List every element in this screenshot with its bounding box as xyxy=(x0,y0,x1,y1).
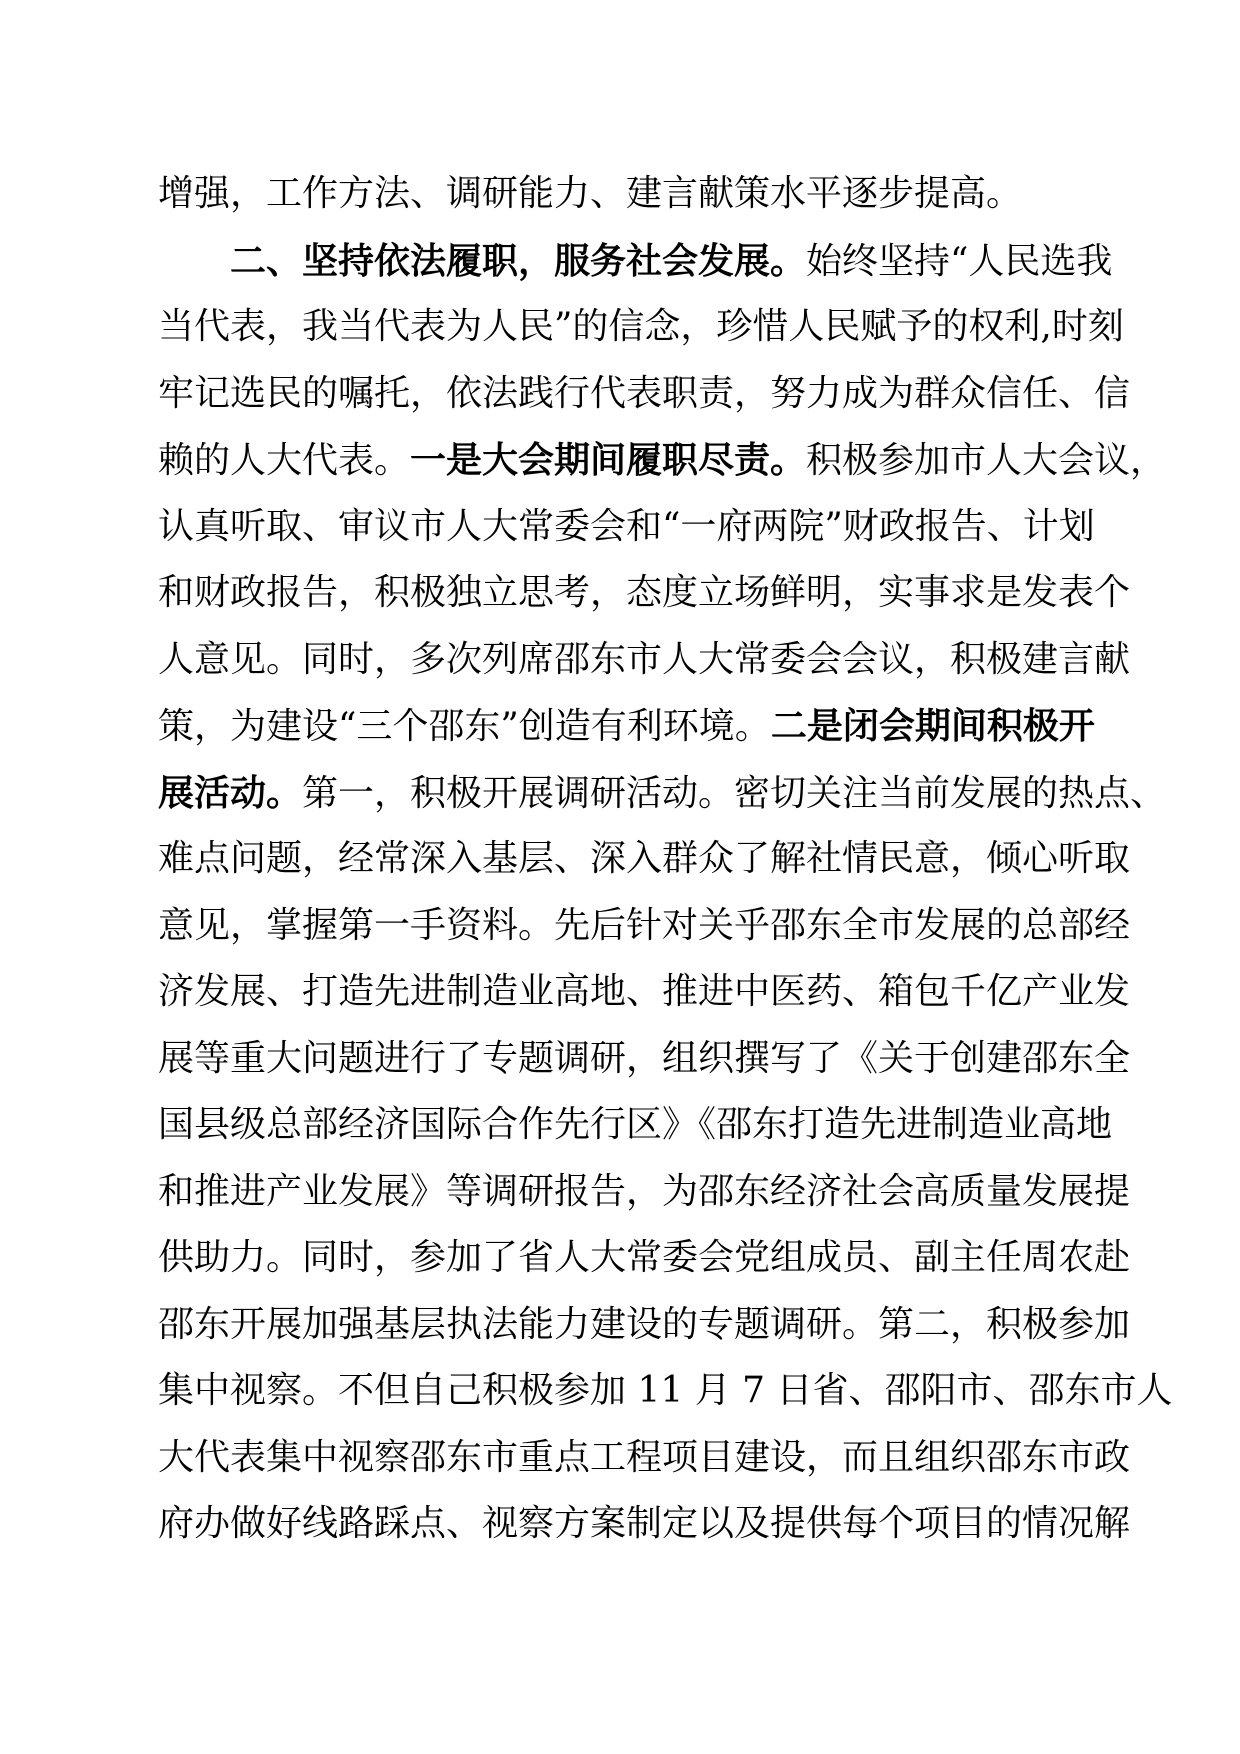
text-line xyxy=(158,560,1131,626)
text-line xyxy=(158,826,1131,892)
text-line xyxy=(158,1292,1131,1358)
bold-heading-text: 二是闭会期间积极开 xyxy=(770,705,1095,747)
body-text: 当代表，我当代表为人民”的信念，珍惜人民赋予的权利,时刻 xyxy=(158,306,1124,347)
body-text: 牢记选民的嘱托，依法践行代表职责，努力成为群众信任、信 xyxy=(158,372,1131,414)
text-line xyxy=(158,1425,1131,1491)
body-text: 策，为建设“三个邵东”创造有利环境。 xyxy=(158,706,771,747)
body-text: 人意见。同时，多次列席邵东市人大常委会会议，积极建言献 xyxy=(158,638,1131,680)
text-line xyxy=(158,760,1167,826)
text-line xyxy=(158,494,1095,560)
text-line xyxy=(158,959,1131,1025)
body-text: 展等重大问题进行了专题调研，组织撰写了《关于创建邵东全 xyxy=(158,1037,1131,1079)
text-line xyxy=(158,893,1131,959)
text-line xyxy=(158,693,1095,759)
body-text: 认真听取、审议市人大常委会和“一府两院”财政报告、计划 xyxy=(158,505,1095,547)
bold-heading-text: 二、坚持依法履职，服务社会发展。 xyxy=(230,239,807,282)
body-text: 大代表集中视察邵东市重点工程项目建设，而且组织邵东市政 xyxy=(158,1436,1131,1478)
body-text: 第一，积极开展调研活动。密切关注当前发展的热点、 xyxy=(302,772,1167,814)
body-text: 赖的人大代表。 xyxy=(158,440,411,481)
text-line xyxy=(158,294,1124,360)
body-text: 始终坚持“人民选我 xyxy=(806,240,1113,282)
text-line xyxy=(158,1026,1131,1092)
text-line xyxy=(158,1491,1131,1557)
text-line xyxy=(158,361,1131,427)
body-text: 邵东开展加强基层执法能力建设的专题调研。第二，积极参加 xyxy=(158,1303,1131,1345)
text-line xyxy=(158,1159,1131,1225)
text-line xyxy=(158,627,1131,693)
text-line xyxy=(158,1092,1113,1158)
bold-heading-text: 展活动。 xyxy=(158,771,303,814)
text-line xyxy=(158,427,1167,493)
body-text: 积极参加市人大会议， xyxy=(806,440,1167,481)
body-text: 供助力。同时，参加了省人大常委会党组成员、副主任周农赴 xyxy=(158,1237,1131,1278)
body-text: 济发展、打造先进制造业高地、推进中医药、箱包千亿产业发 xyxy=(158,971,1131,1012)
bold-heading-text: 一是大会期间履职尽责。 xyxy=(410,439,807,481)
body-text: 增强，工作方法、调研能力、建言献策水平逐步提高。 xyxy=(158,173,1023,214)
text-line xyxy=(230,228,1113,294)
text-line xyxy=(158,1358,1173,1424)
body-text: 和推进产业发展》等调研报告，为邵东经济社会高质量发展提 xyxy=(158,1170,1131,1212)
body-text: 国县级总部经济国际合作先行区》《邵东打造先进制造业高地 xyxy=(158,1104,1113,1145)
body-text: 和财政报告，积极独立思考，态度立场鲜明，实事求是发表个 xyxy=(158,572,1131,613)
body-text: 难点问题，经常深入基层、深入群众了解社情民意，倾心听取 xyxy=(158,838,1131,879)
body-text: 意见，掌握第一手资料。先后针对关乎邵东全市发展的总部经 xyxy=(158,904,1131,946)
body-text: 府办做好线路踩点、视察方案制定以及提供每个项目的情况解 xyxy=(158,1503,1131,1544)
text-line xyxy=(158,1225,1131,1291)
text-line xyxy=(158,161,1082,227)
body-text: 集中视察。不但自己积极参加 11 月 7 日省、邵阳市、邵东市人 xyxy=(158,1370,1173,1411)
